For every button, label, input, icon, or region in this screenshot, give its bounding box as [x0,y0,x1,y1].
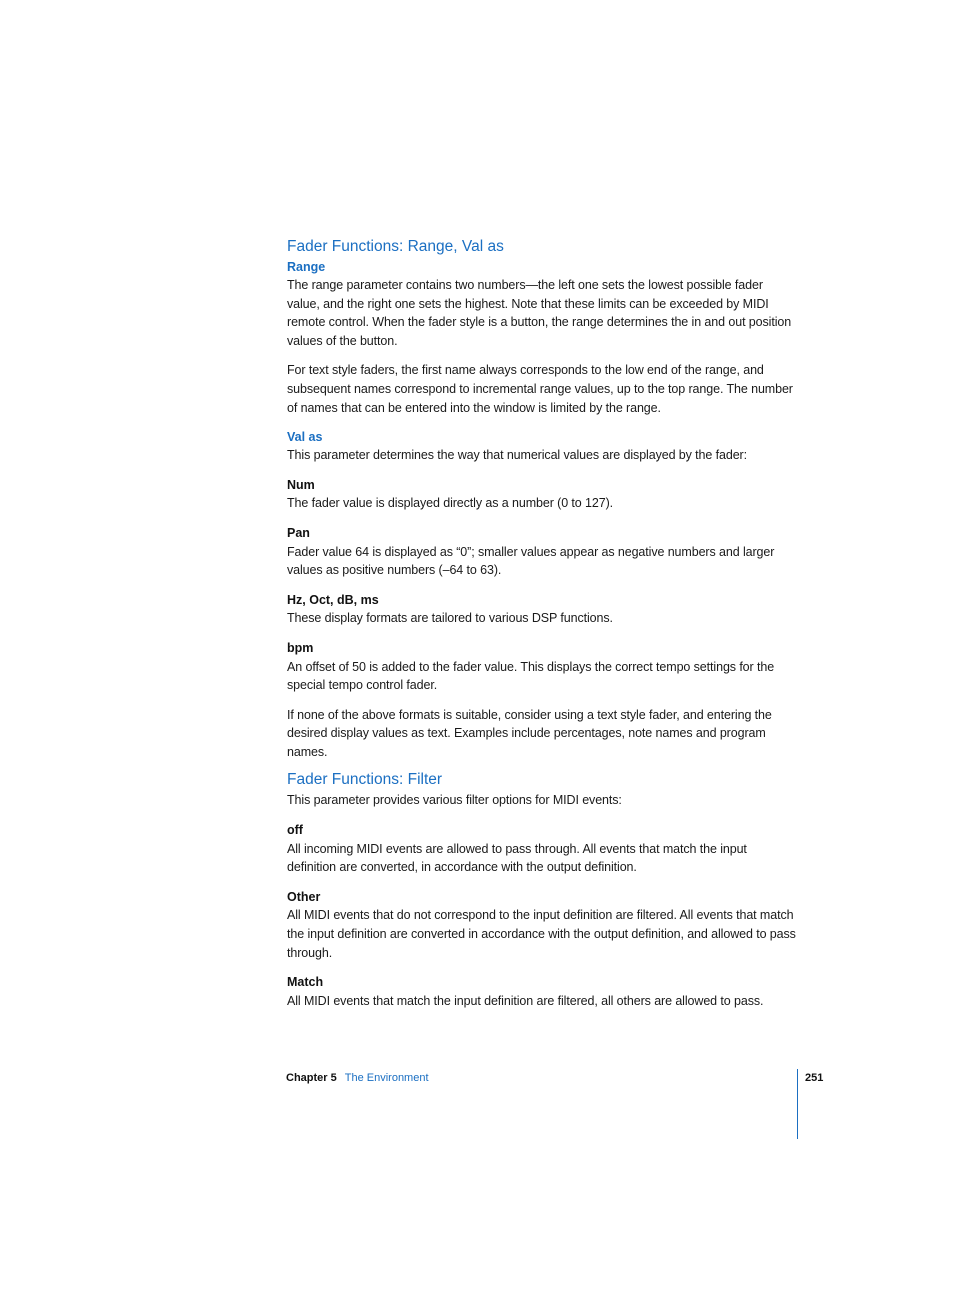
footer-divider [797,1069,798,1139]
term-hz-oct-db-ms: Hz, Oct, dB, ms [287,592,379,607]
page-content [287,236,799,1010]
filter-intro: This parameter provides various filter options for MIDI events: [287,793,622,808]
section-heading-filter: Fader Functions: Filter [287,771,443,789]
footer-chapter-title[interactable]: The Environment [344,1072,429,1084]
page-footer [286,1070,429,1086]
term-num: Num [287,477,315,492]
term-off: off [287,823,303,838]
val-as-intro: This parameter determines the way that numerical values are displayed by the fader: [287,448,747,463]
desc-match: All MIDI events that match the input definition are filtered, all others are allowed to pass. [287,993,764,1008]
term-bpm: bpm [287,640,314,655]
desc-hz-oct-db-ms: These display formats are tailored to various DSP functions. [287,611,613,626]
desc-off: All incoming MIDI events are allowed to pass through. All events that match the input definition are converted, in accordance with the output definition. [287,841,747,875]
desc-bpm: An offset of 50 is added to the fader value. This displays the correct tempo settings for the special tempo control fader. [287,659,775,693]
desc-pan: Fader value 64 is displayed as “0”; smaller values appear as negative numbers and larger values as positive numbers (–64 to 63). [287,544,775,578]
val-as-closing: If none of the above formats is suitable, consider using a text style fader, and entering the desired display values as text. Examples include percentages, note names and program names. [287,707,772,759]
term-other: Other [287,889,321,904]
range-paragraph-1: The range parameter contains two numbers—the left one sets the lowest possible fader value, and the right one sets the highest. Note that these limits can be exceeded by MIDI remote control. When the fader style is a button, the range determines the in and out position values of the button. [287,278,792,348]
desc-other: All MIDI events that do not correspond to the input definition are filtered. All events that match the input definition are converted in accordance with the output definition, and allowed to pass through. [287,908,796,960]
subheading-val-as: Val as [287,430,323,445]
section-heading-range-valas: Fader Functions: Range, Val as [287,238,504,255]
range-paragraph-2: For text style faders, the first name always corresponds to the low end of the range, and subsequent names correspond to incremental range values, up to the top range. The number of names that can be entered into the window is limited by the range. [287,363,793,415]
desc-num: The fader value is displayed directly as a number (0 to 127). [287,496,614,511]
page-number: 251 [805,1072,824,1084]
term-pan: Pan [287,525,310,540]
subheading-range: Range [287,260,326,274]
term-match: Match [287,975,324,990]
footer-chapter-label: Chapter 5 [286,1072,337,1084]
